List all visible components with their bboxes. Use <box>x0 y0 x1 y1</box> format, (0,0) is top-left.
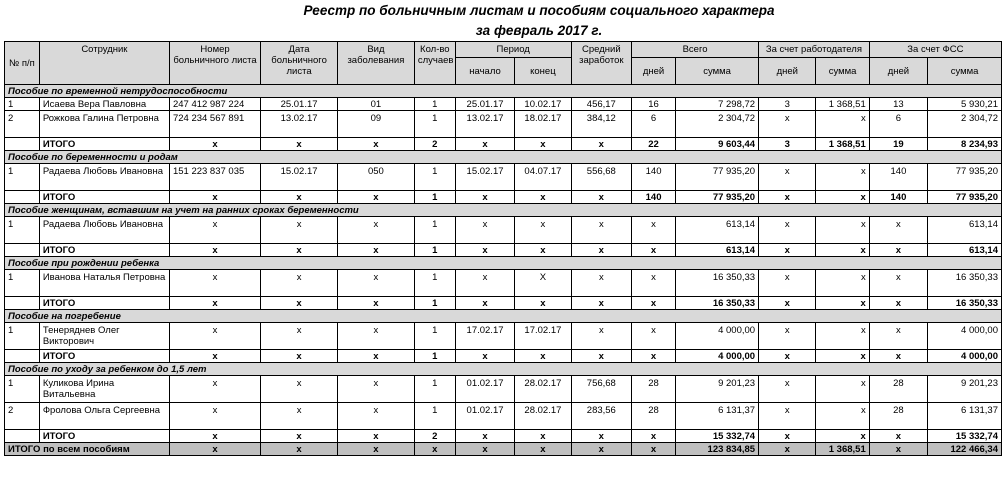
table-cell: 6 131,37 <box>928 403 1002 430</box>
table-cell: х <box>816 164 869 191</box>
table-cell: 1 <box>414 297 455 310</box>
benefits-register-table <box>4 41 1002 456</box>
table-cell: 122 466,34 <box>928 443 1002 456</box>
table-cell: х <box>816 191 869 204</box>
table-cell: х <box>261 350 338 363</box>
col-period: Период <box>455 42 571 58</box>
table-cell: 19 <box>869 138 927 151</box>
table-cell: х <box>632 217 676 244</box>
table-cell: х <box>816 111 869 138</box>
table-cell: 17.02.17 <box>455 323 514 350</box>
subtotal-row <box>5 244 1002 257</box>
table-cell: х <box>816 217 869 244</box>
table-cell: 15 332,74 <box>928 430 1002 443</box>
table-cell: 13.02.17 <box>261 111 338 138</box>
subtotal-row <box>5 138 1002 151</box>
table-cell: 25.01.17 <box>455 98 514 111</box>
table-cell: х <box>816 244 869 257</box>
table-cell: х <box>632 270 676 297</box>
table-cell: 13.02.17 <box>455 111 514 138</box>
subtotal-row <box>5 297 1002 310</box>
table-cell: 1 <box>414 191 455 204</box>
table-cell: 1 <box>5 376 40 403</box>
table-cell: 77 935,20 <box>676 191 759 204</box>
table-cell: х <box>261 191 338 204</box>
table-cell: х <box>632 323 676 350</box>
table-cell: 2 <box>5 403 40 430</box>
table-cell: 8 234,93 <box>928 138 1002 151</box>
table-cell: х <box>632 297 676 310</box>
table-cell: х <box>869 430 927 443</box>
table-cell: х <box>515 138 571 151</box>
table-cell: 2 304,72 <box>676 111 759 138</box>
table-cell: 247 412 987 224 <box>169 98 260 111</box>
table-cell: 050 <box>337 164 414 191</box>
table-cell: 6 <box>869 111 927 138</box>
table-cell: 6 <box>632 111 676 138</box>
table-cell: х <box>455 138 514 151</box>
table-cell: 16 <box>632 98 676 111</box>
table-cell: х <box>571 350 631 363</box>
table-cell: х <box>571 217 631 244</box>
table-row <box>5 111 1002 138</box>
table-cell: х <box>571 323 631 350</box>
subtotal-row <box>5 430 1002 443</box>
section-header <box>5 310 1002 323</box>
table-cell: х <box>816 323 869 350</box>
col-disease-type: Вид заболевания <box>337 42 414 85</box>
section-header <box>5 204 1002 217</box>
table-cell: 6 131,37 <box>676 403 759 430</box>
table-cell: 1 <box>414 217 455 244</box>
table-cell: х <box>816 350 869 363</box>
table-cell: х <box>337 270 414 297</box>
table-cell: 16 350,33 <box>676 270 759 297</box>
report-title: Реестр по больничным листам и пособиям социального характера <box>303 3 775 18</box>
table-cell: 2 <box>414 138 455 151</box>
table-cell: 613,14 <box>928 244 1002 257</box>
table-cell: х <box>869 244 927 257</box>
col-fss-days: дней <box>869 58 927 85</box>
col-employer-days: дней <box>759 58 816 85</box>
table-cell: х <box>816 270 869 297</box>
section-header <box>5 151 1002 164</box>
table-cell: х <box>571 430 631 443</box>
table-cell: 15 332,74 <box>676 430 759 443</box>
col-total: Всего <box>632 42 759 58</box>
table-cell <box>5 297 40 310</box>
table-cell: х <box>632 430 676 443</box>
table-cell: 22 <box>632 138 676 151</box>
table-cell: Исаева Вера Павловна <box>39 98 169 111</box>
table-cell: 1 <box>414 403 455 430</box>
table-cell: 01 <box>337 98 414 111</box>
table-cell: 1 368,51 <box>816 138 869 151</box>
table-cell: х <box>337 430 414 443</box>
table-cell: 28 <box>869 376 927 403</box>
table-cell: х <box>261 430 338 443</box>
table-cell: х <box>759 217 816 244</box>
table-cell: х <box>759 350 816 363</box>
col-cases: Кол-во случаев <box>414 42 455 85</box>
table-cell: х <box>261 138 338 151</box>
table-cell: 13 <box>869 98 927 111</box>
subtotal-label: ИТОГО <box>39 430 169 443</box>
table-cell: 9 201,23 <box>928 376 1002 403</box>
table-cell: х <box>515 191 571 204</box>
table-cell: х <box>571 138 631 151</box>
table-cell: 10.02.17 <box>515 98 571 111</box>
table-cell: х <box>571 191 631 204</box>
col-employer: За счет работодателя <box>759 42 870 58</box>
table-cell: х <box>337 217 414 244</box>
table-cell: 1 <box>5 323 40 350</box>
section-title: Пособие по беременности и родам <box>5 151 1002 164</box>
table-cell: Фролова Ольга Сергеевна <box>39 403 169 430</box>
table-cell: х <box>816 376 869 403</box>
table-cell: 1 368,51 <box>816 98 869 111</box>
table-cell: 04.07.17 <box>515 164 571 191</box>
table-cell: х <box>816 403 869 430</box>
table-cell: х <box>169 217 260 244</box>
table-cell: 9 603,44 <box>676 138 759 151</box>
table-cell: х <box>169 376 260 403</box>
table-cell: х <box>632 443 676 456</box>
table-cell: 1 <box>414 323 455 350</box>
table-cell: х <box>869 217 927 244</box>
table-cell: 28 <box>632 403 676 430</box>
table-cell: Радаева Любовь Ивановна <box>39 217 169 244</box>
subtotal-label: ИТОГО <box>39 350 169 363</box>
table-cell: х <box>337 191 414 204</box>
table-cell <box>5 191 40 204</box>
table-cell: х <box>515 244 571 257</box>
section-title: Пособие при рождении ребенка <box>5 257 1002 270</box>
table-cell: х <box>455 270 514 297</box>
table-cell: 724 234 567 891 <box>169 111 260 138</box>
col-sheet-number: Номер больничного листа <box>169 42 260 85</box>
table-cell: х <box>169 297 260 310</box>
table-cell: 01.02.17 <box>455 403 514 430</box>
table-cell: х <box>759 323 816 350</box>
table-cell: 756,68 <box>571 376 631 403</box>
table-cell: 613,14 <box>676 217 759 244</box>
section-header <box>5 363 1002 376</box>
table-cell: 1 <box>414 350 455 363</box>
table-cell: х <box>337 323 414 350</box>
report-period: за февраль 2017 г. <box>475 23 603 38</box>
table-cell: 25.01.17 <box>261 98 338 111</box>
table-cell: 28 <box>869 403 927 430</box>
table-cell: х <box>759 403 816 430</box>
table-cell: 77 935,20 <box>676 164 759 191</box>
table-cell: х <box>759 443 816 456</box>
table-cell: х <box>759 244 816 257</box>
table-cell: 456,17 <box>571 98 631 111</box>
table-cell: х <box>414 443 455 456</box>
section-header <box>5 85 1002 98</box>
table-cell: х <box>337 376 414 403</box>
table-cell: 1 <box>5 98 40 111</box>
table-cell: 3 <box>759 98 816 111</box>
subtotal-label: ИТОГО <box>39 297 169 310</box>
col-avg-earnings: Средний заработок <box>571 42 631 85</box>
table-cell: 1 <box>414 98 455 111</box>
table-cell: 1 <box>414 164 455 191</box>
table-cell: х <box>261 403 338 430</box>
table-cell: х <box>869 350 927 363</box>
table-cell: х <box>759 164 816 191</box>
table-row <box>5 98 1002 111</box>
table-cell: 2 <box>414 430 455 443</box>
table-cell: Рожкова Галина Петровна <box>39 111 169 138</box>
table-cell: 1 <box>414 270 455 297</box>
col-num: № п/п <box>5 42 40 85</box>
table-cell: 2 304,72 <box>928 111 1002 138</box>
table-cell: х <box>759 270 816 297</box>
table-cell: 16 350,33 <box>676 297 759 310</box>
table-cell: х <box>169 138 260 151</box>
table-cell: х <box>169 191 260 204</box>
grand-total-label: ИТОГО по всем пособиям <box>5 443 170 456</box>
table-cell: 1 <box>414 244 455 257</box>
table-cell: х <box>337 403 414 430</box>
table-row <box>5 403 1002 430</box>
table-cell: х <box>759 111 816 138</box>
table-cell: 17.02.17 <box>515 323 571 350</box>
table-cell: х <box>337 244 414 257</box>
table-cell: х <box>455 244 514 257</box>
section-title: Пособие по уходу за ребенком до 1,5 лет <box>5 363 1002 376</box>
col-total-days: дней <box>632 58 676 85</box>
subtotal-row <box>5 191 1002 204</box>
table-cell: х <box>337 297 414 310</box>
table-cell: х <box>169 350 260 363</box>
table-row <box>5 376 1002 403</box>
table-cell <box>5 350 40 363</box>
table-cell: х <box>759 297 816 310</box>
table-cell: х <box>337 443 414 456</box>
table-cell: х <box>632 244 676 257</box>
table-cell: х <box>169 430 260 443</box>
table-cell: х <box>261 270 338 297</box>
table-cell: х <box>816 297 869 310</box>
table-cell: х <box>261 323 338 350</box>
table-cell: 77 935,20 <box>928 191 1002 204</box>
table-cell: Х <box>515 270 571 297</box>
table-cell: х <box>261 217 338 244</box>
table-cell: х <box>337 138 414 151</box>
table-cell: х <box>169 323 260 350</box>
subtotal-row <box>5 350 1002 363</box>
table-cell: х <box>261 297 338 310</box>
table-cell: х <box>455 217 514 244</box>
table-cell: 1 <box>414 376 455 403</box>
table-cell: 283,56 <box>571 403 631 430</box>
table-cell: 123 834,85 <box>676 443 759 456</box>
table-cell: 4 000,00 <box>676 350 759 363</box>
table-cell: х <box>261 443 338 456</box>
table-cell: х <box>169 270 260 297</box>
table-cell: х <box>571 244 631 257</box>
table-cell: Куликова Ирина Витальевна <box>39 376 169 403</box>
section-title: Пособие по временной нетрудоспособности <box>5 85 1002 98</box>
table-cell: 15.02.17 <box>261 164 338 191</box>
col-total-sum: сумма <box>676 58 759 85</box>
table-cell: 18.02.17 <box>515 111 571 138</box>
col-period-start: начало <box>455 58 514 85</box>
table-cell: 5 930,21 <box>928 98 1002 111</box>
grand-total-row <box>5 443 1002 456</box>
table-cell: 1 368,51 <box>816 443 869 456</box>
table-row <box>5 270 1002 297</box>
table-cell: 4 000,00 <box>928 323 1002 350</box>
table-cell: х <box>571 443 631 456</box>
table-cell: х <box>169 443 260 456</box>
table-cell: 28.02.17 <box>515 403 571 430</box>
table-cell: 1 <box>5 270 40 297</box>
table-cell: 384,12 <box>571 111 631 138</box>
table-cell: х <box>869 443 927 456</box>
table-cell: 3 <box>759 138 816 151</box>
table-cell: х <box>455 191 514 204</box>
subtotal-label: ИТОГО <box>39 244 169 257</box>
table-cell: х <box>515 443 571 456</box>
table-cell: х <box>455 430 514 443</box>
table-cell: х <box>169 403 260 430</box>
table-cell: 613,14 <box>676 244 759 257</box>
table-cell: 1 <box>5 164 40 191</box>
section-header <box>5 257 1002 270</box>
table-cell: х <box>455 350 514 363</box>
table-cell: 09 <box>337 111 414 138</box>
table-cell: 556,68 <box>571 164 631 191</box>
col-period-end: конец <box>515 58 571 85</box>
subtotal-label: ИТОГО <box>39 138 169 151</box>
col-sheet-date: Дата больничного листа <box>261 42 338 85</box>
table-cell: 28.02.17 <box>515 376 571 403</box>
section-title: Пособие на погребение <box>5 310 1002 323</box>
table-cell: 16 350,33 <box>928 297 1002 310</box>
table-cell <box>5 138 40 151</box>
table-cell: х <box>515 217 571 244</box>
table-cell: 1 <box>414 111 455 138</box>
table-cell: х <box>515 350 571 363</box>
table-cell: х <box>759 376 816 403</box>
table-row <box>5 164 1002 191</box>
table-cell: х <box>869 297 927 310</box>
col-fss-sum: сумма <box>928 58 1002 85</box>
section-title: Пособие женщинам, вставшим на учет на ранних сроках беременности <box>5 204 1002 217</box>
table-cell: 28 <box>632 376 676 403</box>
table-cell: х <box>261 376 338 403</box>
table-cell: Иванова Наталья Петровна <box>39 270 169 297</box>
table-cell: х <box>571 297 631 310</box>
table-cell: 140 <box>869 191 927 204</box>
table-cell: х <box>515 430 571 443</box>
table-cell: х <box>455 443 514 456</box>
table-cell: х <box>869 323 927 350</box>
table-cell: х <box>816 430 869 443</box>
table-cell: х <box>759 191 816 204</box>
table-row <box>5 217 1002 244</box>
table-cell <box>5 430 40 443</box>
table-cell: Радаева Любовь Ивановна <box>39 164 169 191</box>
table-cell: х <box>632 350 676 363</box>
table-cell: 613,14 <box>928 217 1002 244</box>
table-cell <box>5 244 40 257</box>
table-cell: 140 <box>869 164 927 191</box>
table-cell: 77 935,20 <box>928 164 1002 191</box>
col-employee: Сотрудник <box>39 42 169 85</box>
table-cell: 16 350,33 <box>928 270 1002 297</box>
subtotal-label: ИТОГО <box>39 191 169 204</box>
table-cell: х <box>869 270 927 297</box>
table-cell: 140 <box>632 191 676 204</box>
table-cell: х <box>337 350 414 363</box>
table-cell: х <box>455 297 514 310</box>
table-cell: Тенеряднев Олег Викторович <box>39 323 169 350</box>
table-cell: х <box>571 270 631 297</box>
table-cell: 151 223 837 035 <box>169 164 260 191</box>
table-cell: 4 000,00 <box>928 350 1002 363</box>
table-cell: х <box>169 244 260 257</box>
table-cell: 7 298,72 <box>676 98 759 111</box>
table-cell: 4 000,00 <box>676 323 759 350</box>
table-cell: х <box>759 430 816 443</box>
table-cell: 9 201,23 <box>676 376 759 403</box>
table-cell: 140 <box>632 164 676 191</box>
table-cell: 2 <box>5 111 40 138</box>
table-cell: 1 <box>5 217 40 244</box>
table-cell: 15.02.17 <box>455 164 514 191</box>
table-cell: х <box>515 297 571 310</box>
table-cell: 01.02.17 <box>455 376 514 403</box>
col-fss: За счет ФСС <box>869 42 1001 58</box>
col-employer-sum: сумма <box>816 58 869 85</box>
table-cell: х <box>261 244 338 257</box>
table-row <box>5 323 1002 350</box>
